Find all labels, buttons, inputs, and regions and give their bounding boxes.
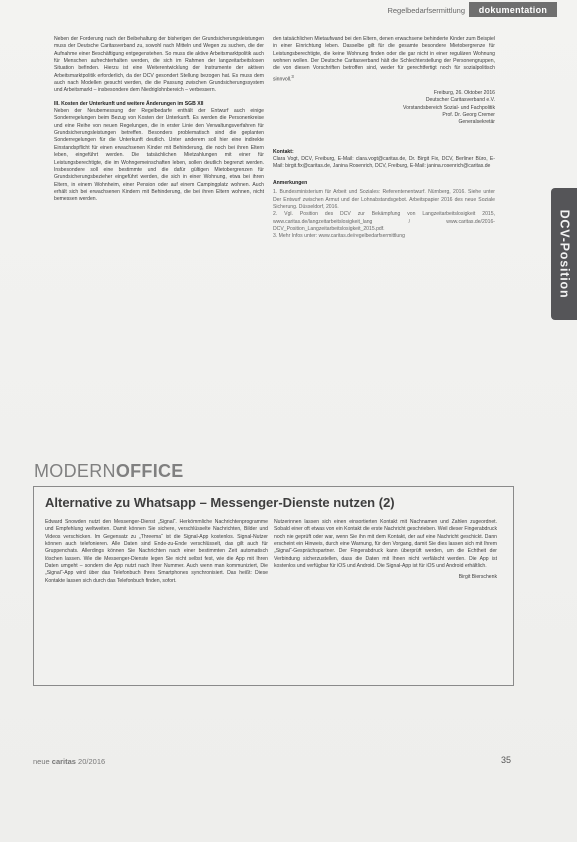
- modern-office-left-column: [45, 519, 268, 585]
- footer-pub-prefix: neue: [33, 757, 52, 766]
- footnotes-block: [273, 180, 495, 241]
- modern-office-box: [33, 486, 514, 686]
- section-heading: III. Kosten der Unterkunft und weitere Änderungen im SGB XII: [54, 100, 204, 107]
- modern-office-right-text: Nutzerinnen lassen sich einen einsortierten Kontakt mit Nachnamen und Zahlen zugeordnet. Sobald einer oft etwas von ein Kontakt die erste Nachricht geschrieben. Weil dieser Fingerabdruck noch nie geprüft oder war, wenn Sie ihn mit dem Kontakt, der auf eine Nachricht geschickt. Dann erscheint ein Hinweis, durch eine Warnung, für den Vorgang, damit Sie dies lassen sich mit Ihrem „Signal“-Gesprächspartner. Der Fingerabdruck kann überprüft werden, um die Echtheit der Verbindung sicherzustellen, dass die Daten mit Ihnen nicht verfälscht werden. Die App ist kostenlos und verfügbar für iOS und Android. Die Signal-App ist für iOS und Android erhältlich.: [274, 519, 497, 570]
- footer-pub-name: caritas: [51, 757, 76, 766]
- footnotes-label: Anmerkungen: [273, 179, 308, 186]
- right-text-column: [273, 36, 495, 241]
- contact-block: [273, 149, 495, 171]
- signature-role: Generalsekretär: [458, 119, 495, 126]
- footnote-1: 1. Bundesministerium für Arbeit und Soziales: Referentenentwurf. Nürnberg, 2016. Siehe unter Der Entwurf zwischen Armut und der Lohnabstandsgebot. Arbeitspapier 2016 des neue Soziale Sicherung. Düsseldorf, 2016.: [273, 189, 495, 210]
- signature-block: [273, 90, 495, 127]
- footer-publication: [33, 757, 105, 766]
- header-category-tab: dokumentation: [469, 2, 557, 17]
- footer-pub-issue: 20/2016: [75, 757, 106, 766]
- side-position-tab: [551, 188, 577, 320]
- modern-office-brand: [34, 461, 184, 482]
- left-paragraph-2: Neben der Neubemessung der Regelbedarfe enthält der Entwurf auch einige Sonderregelungen beim Bezug von Kosten der Unterkunft. Es werden die Personenkreise und eine Reihe von neuen Regelungen, die in erster Linie den Verwaltungsverfahren für Grundsicherungsleistungen betreffen. Besonders problematisch sind die geplanten Sonderregelungen für die Unterkunft deutlich. Unter anderem soll hier eine indirekte Einstandspflicht für einen erwachsenen Kinder mit Behinderung, die noch bei ihren Eltern leben, eingeführt werden. Die tatsächlichen Mietzahlungen mit einer für Leistungsberechtigte, die im Wohngemeinschaften leben, sollen deutlich begrenzt werden. Insbesondere soll eine bestimmte und die dafür gültigen Mietobergrenzen für Grundsicherungsbezieher eingeführt werden, die sich in einer Wohnung, etwa bei ihren Eltern, in einem Wohnheim, einer Pension oder auf einem Campingplatz wohnen. Auch erhält sich bei erwachsenen Kindern mit Behinderung, die bei ihren Eltern wohnen, nicht bemessen werden.: [54, 108, 264, 203]
- left-paragraph-1: Neben der Forderung nach der Beibehaltung der bisherigen der Grundsicherungsleistungen muss der Deutsche Caritasverband zu, sowohl nach Mitteln und Wegen zu suchen, die der Aufnahme einer Beschäftigung entgegenstehen. So muss die aktive Arbeitsmarktpolitik auch für Menschen aufrechterhalten werden, die sich im Rahmen der langzeitarbeitslosen Situation befinden. Hierzu ist eine Weiterentwicklung der Instrumente der aktiven Arbeitsmarktpolitik erforderlich, da der DCV gesondert Stellung bezogen hat. Es muss dem auch nach Modellen gesucht werden, die die Passung zwischen Grundsicherungssystem und Arbeitsmarkt – insbesondere dem Niedriglohnbereich – verbessern.: [54, 36, 264, 94]
- modern-office-author: Birgit Bierschenk: [458, 574, 497, 581]
- side-tab-label: DCV-Position: [557, 209, 571, 299]
- right-paragraph-text: den tatsächlichen Mietaufwand bei den Eltern, denen erwachsene behinderte Kinder zum Beispiel in einer Einrichtung leben. Dasselbe gilt für die gesamte besondere Mietobergrenze für Leistungsberechtigte, die keine Wohnung finden oder die gar nicht in einer regulären Wohnung wohnen wollen. Der Deutsche Caritasverband hält die Schlechterstellung der Personengruppen, die von diesen Vorschriften betroffen sind, weder für gerechtfertigt noch für sozialpolitisch sinnvoll.: [273, 36, 495, 83]
- signature-name: Prof. Dr. Georg Cremer: [442, 111, 495, 118]
- footnote-3: 3. Mehr Infos unter: www.caritas.de/regelbedarfsermittlung: [273, 233, 405, 240]
- modern-office-right-column: [274, 519, 497, 582]
- brand-light-part: MODERN: [34, 461, 116, 481]
- brand-bold-part: OFFICE: [115, 461, 184, 481]
- signature-org: Deutscher Caritasverband e.V.: [425, 97, 495, 104]
- header-section-title: Regelbedarfsermittlung: [387, 6, 465, 15]
- contact-text: Clara Vogt, DCV, Freiburg, E-Mail: clara.vogt@caritas.de, Dr. Birgit Fix, DCV, Berliner Büro, E-Mail: birgit.fix@caritas.de, Janina Rosenrich, DCV, Freiburg, E-Mail: janina.rosenrich@caritas.de: [273, 156, 495, 170]
- footnote-ref: 3: [291, 73, 294, 79]
- footnote-2: 2. Vgl. Position des DCV zur Bekämpfung von Langzeitarbeitslosigkeit 2015, www.caritas.de/langzeitarbeitslosigkeit_lang / www.caritas.de/2016-DCV_Position_Langzeitarbeitslosigkeit_2015.pdf.: [273, 211, 495, 232]
- left-text-column: [54, 36, 264, 210]
- right-paragraph-1: [273, 36, 495, 84]
- signature-date: Freiburg, 26. Oktober 2016: [433, 89, 495, 96]
- contact-label: Kontakt:: [273, 148, 294, 155]
- signature-dept: Vorstandsbereich Sozial- und Fachpolitik: [402, 104, 495, 111]
- page-number: 35: [500, 755, 511, 765]
- modern-office-left-text: Edward Snowden nutzt den Messenger-Dienst „Signal“. Herkömmliche Nachrichtenprogramme und Empfehlung weltweiten. Damit können Sie sichere, verschlüsselte Nachrichten, Bilder und Videos verschicken. Im Gegensatz zu „Threema“ ist die Signal-App kostenlos. Signal-Nutzer können auch telefonieren. Alle Daten sind Ende-zu-Ende verschlüsselt, das gilt auch für Gruppenchats. Allerdings können Sie Nachrichten nach einer bestimmten Zeit automatisch löschen lassen. Wie die Messenger-Dienste legen Sie nicht selbst fest, wie die App mit Ihren Daten umgeht – sondern die App nutzt nach Ihrer Nummer. Auch wenn man kommuniziert, Die „Signal“-App wird über das Telefonbuch Ihres Smartphones synchronisiert. Das heißt: Diese Kontakte lassen sich durch das Telefonbuch finden, sofort.: [45, 519, 268, 584]
- modern-office-title: Alternative zu Whatsapp – Messenger-Dienste nutzen (2): [45, 495, 395, 510]
